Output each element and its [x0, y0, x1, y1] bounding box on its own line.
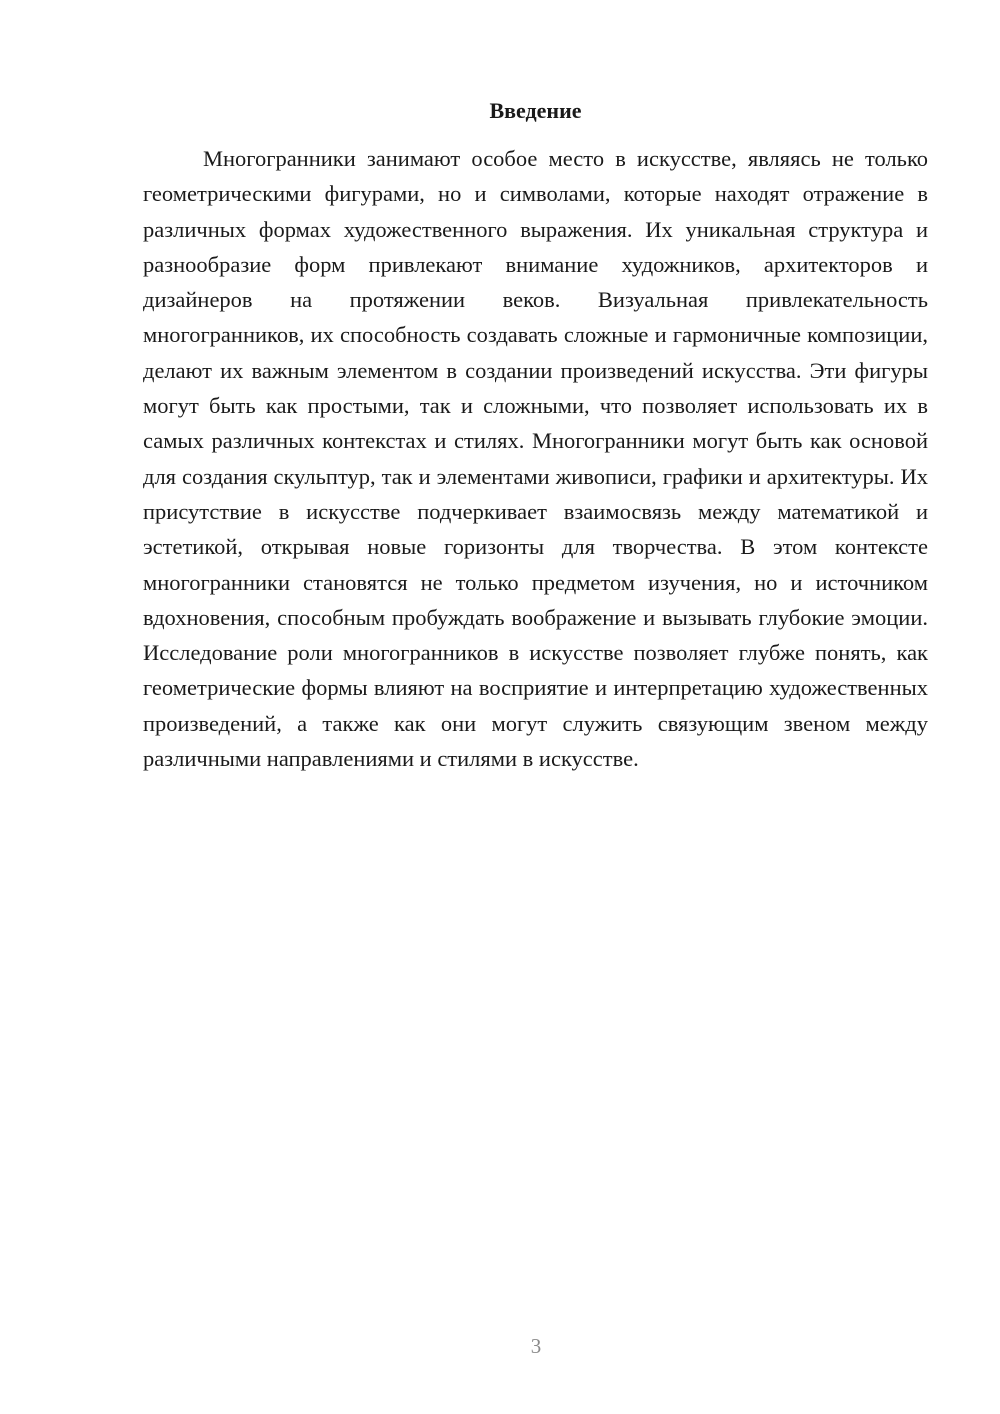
section-heading: Введение — [489, 98, 582, 123]
page-number: 3 — [530, 1334, 542, 1358]
body-paragraph: Многогранники занимают особое место в искусстве, являясь не только геометрическими фигурами, но и символами, которые находят отражение в различных формах художественного выражения. Их уникальная структура и разнообразие форм привлекают внимание художников, архитекторов и дизайнеров на протяжении веков. Визуальная привлекательность многогранников, их способность создавать сложные и гармоничные композиции, делают их важным элементом в создании произведений искусства. Эти фигуры могут быть как простыми, так и сложными, что позволяет использовать их в самых различных контекстах и стилях. Многогранники могут быть как основой для создания скульптур, так и элементами живописи, графики и архитектуры. Их присутствие в искусстве подчеркивает взаимосвязь между математикой и эстетикой, открывая новые горизонты для творчества. В этом контексте многогранники становятся не только предметом изучения, но и источником вдохновения, способным пробуждать воображение и вызывать глубокие эмоции. Исследование роли многогранников в искусстве позволяет глубже понять, как геометрические формы влияют на восприятие и интерпретацию художественных произведений, а также как они могут служить связующим звеном между различными направлениями и стилями в искусстве. — [143, 146, 928, 772]
